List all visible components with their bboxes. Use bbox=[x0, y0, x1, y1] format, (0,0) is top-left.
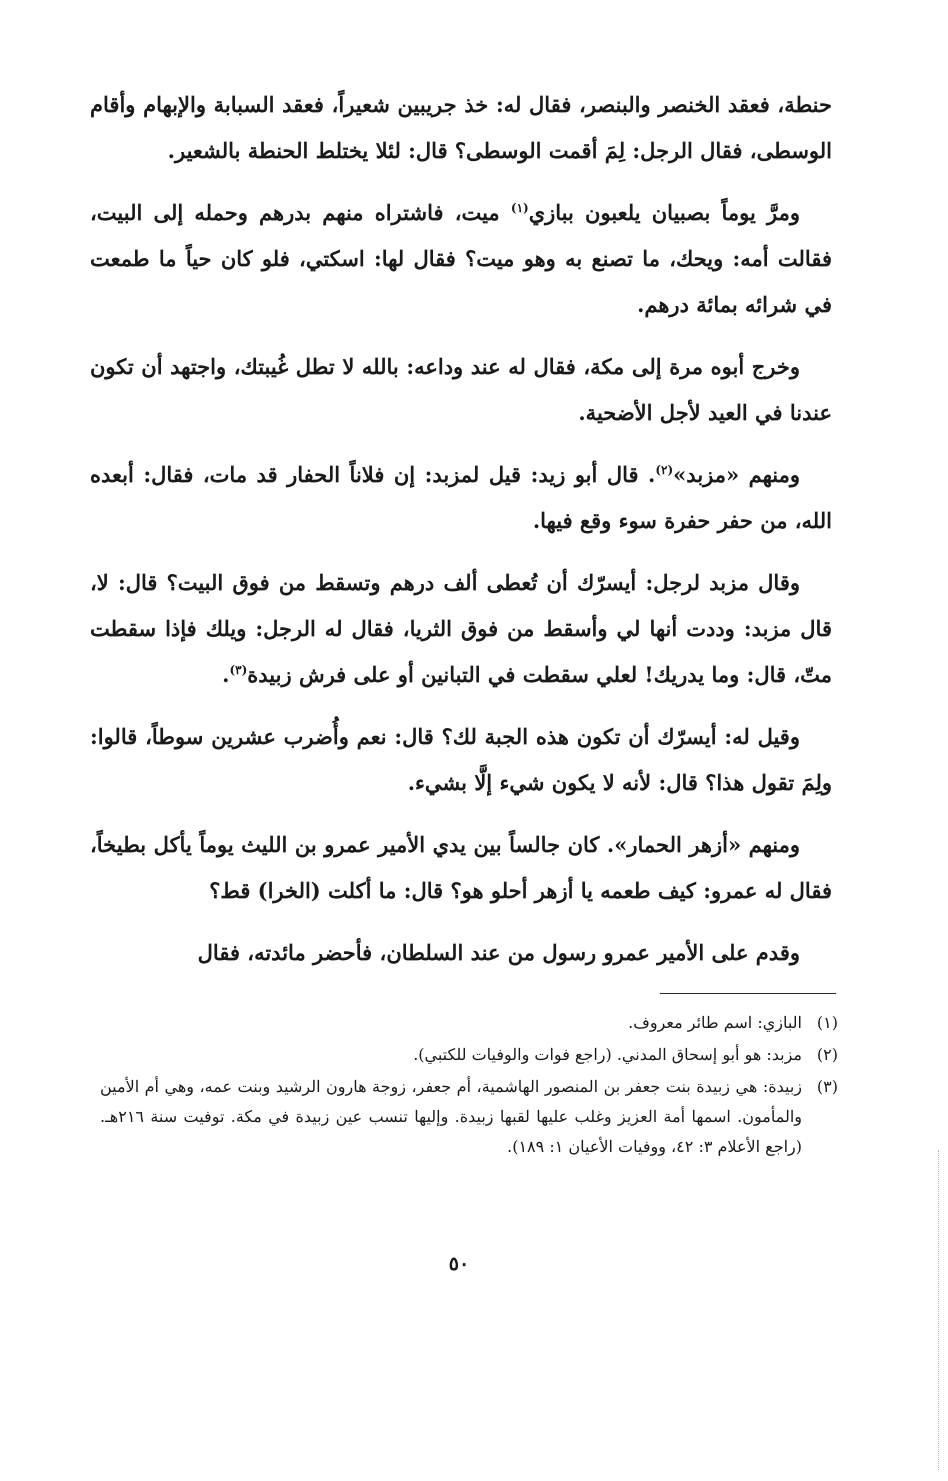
main-text bbox=[90, 82, 832, 992]
paragraph-part: ميت، فاشتراه منهم بدرهم وحمله إلى البيت، فقالت أمه: ويحك، ما تصنع به وهو ميت؟ فقال لها: اسكتي، فلو كان حياً ما طمعت في شرائه بمائة درهم. bbox=[90, 200, 832, 317]
footnote-marker: (١) bbox=[510, 201, 529, 215]
paragraph: وقيل له: أيسرّك أن تكون هذه الجبة لك؟ قال: نعم وأُضرب عشرين سوطاً، قالوا: ولِمَ تقول هذا؟ قال: لأنه لا يكون شيء إلَّا بشيء. bbox=[90, 724, 832, 795]
paragraph-part: . bbox=[222, 662, 230, 687]
footnote-marker: (٢) bbox=[655, 463, 674, 477]
footnote-separator bbox=[660, 993, 836, 994]
footnote-text: البازي: اسم طائر معروف. bbox=[628, 1013, 802, 1032]
paragraph: حنطة، فعقد الخنصر والبنصر، فقال له: خذ جريبين شعيراً، فعقد السبابة والإبهام وأقام الوسطى، فقال الرجل: لِمَ أقمت الوسطى؟ قال: لئلا يختلط الحنطة بالشعير. bbox=[90, 92, 832, 163]
footnote-number: (١) bbox=[816, 1013, 838, 1032]
page-number: ٥٠ bbox=[448, 1253, 470, 1275]
paragraph: وخرج أبوه مرة إلى مكة، فقال له عند وداعه: بالله لا تطل غُيبتك، واجتهد أن تكون عندنا في العيد لأجل الأضحية. bbox=[90, 354, 832, 425]
paragraph: ومنهم «أزهر الحمار». كان جالساً بين يدي الأمير عمرو بن الليث يوماً يأكل بطيخاً، فقال له عمرو: كيف طعمه يا أزهر أحلو هو؟ قال: ما أكلت (الخرا) قط؟ bbox=[90, 832, 832, 903]
paragraph-part: وقال مزبد لرجل: أيسرّك أن تُعطى ألف درهم وتسقط من فوق البيت؟ قال: لا، قال مزبد: وددت أنها لي وأسقط من فوق الثريا، فقال له الرجل: ويلك فإذا سقطت متّ، قال: وما يدريك! لعلي سقطت في التبانين أو على فرش زبيدة bbox=[90, 570, 832, 687]
footnote-number: (٣) bbox=[816, 1077, 838, 1096]
paragraph-part: ومرَّ يوماً بصبيان يلعبون ببازي bbox=[528, 200, 800, 225]
footnotes bbox=[100, 1008, 838, 1164]
footnote-marker: (٣) bbox=[229, 663, 248, 677]
footnote-number: (٢) bbox=[816, 1045, 838, 1064]
paragraph bbox=[90, 190, 832, 328]
footnote-text: زبيدة: هي زبيدة بنت جعفر بن المنصور الهاشمية، أم جعفر، زوجة هارون الرشيد وبنت عمه، وهي أم الأمين والمأمون. اسمها أمة العزيز وغلب عليها لقبها زبيدة. وإليها تنسب عين زبيدة في مكة. توفيت سنة ٢١٦هـ. (راجع الأعلام ٣: ٤٢، ووفيات الأعيان ١: ١٨٩). bbox=[100, 1077, 802, 1156]
footnote-text: مزبد: هو أبو إسحاق المدني. (راجع فوات والوفيات للكتبي). bbox=[413, 1045, 802, 1064]
scan-edge-mark bbox=[938, 1150, 939, 1470]
paragraph-part: ومنهم «مزبد» bbox=[673, 462, 800, 487]
paragraph bbox=[90, 560, 832, 698]
footnote bbox=[100, 1008, 838, 1038]
paragraph bbox=[90, 452, 832, 544]
paragraph: وقدم على الأمير عمرو رسول من عند السلطان، فأحضر مائدته، فقال bbox=[197, 940, 800, 965]
footnote bbox=[100, 1072, 838, 1162]
paragraph-part: . قال أبو زيد: قيل لمزبد: إن فلاناً الحفار قد مات، فقال: أبعده الله، من حفر حفرة سوء وقع فيها. bbox=[90, 462, 832, 533]
footnote bbox=[100, 1040, 838, 1070]
